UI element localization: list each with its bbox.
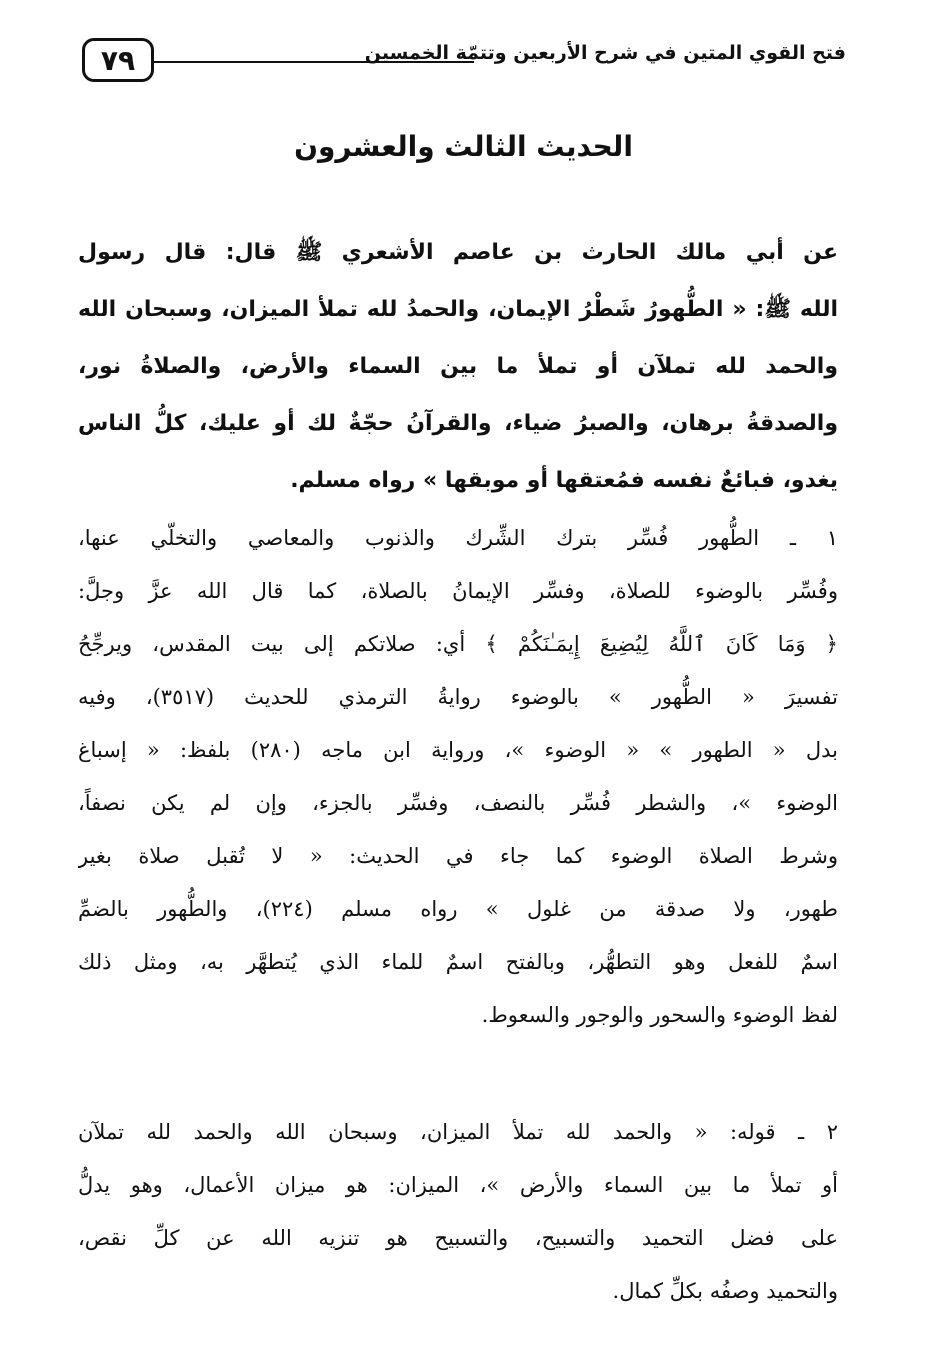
commentary-line: على فضل التحميد والتسبيح، والتسبيح هو تنزيه الله عن كلِّ نقص، xyxy=(78,1226,838,1250)
hadith-line: والحمد لله تملآن أو تملأ ما بين السماء والأرض، والصلاةُ نور، xyxy=(78,354,838,379)
hadith-line: عن أبي مالك الحارث بن عاصم الأشعري ﷺ قال: قال رسول xyxy=(78,240,838,265)
commentary-line: الوضوء »، والشطر فُسِّر بالنصف، وفسِّر بالجزء، وإن لم يكن نصفاً، xyxy=(78,791,838,815)
commentary-line: أو تملأ ما بين السماء والأرض »، الميزان: هو ميزان الأعمال، وهو يدلُّ xyxy=(78,1173,838,1197)
commentary-paragraph-1 xyxy=(78,512,838,1042)
commentary-line: وشرط الصلاة الوضوء كما جاء في الحديث: « لا تُقبل صلاة بغير xyxy=(78,844,838,868)
commentary-line: تفسيرَ « الطُّهور » بالوضوء روايةُ الترمذي للحديث (٣٥١٧)، وفيه xyxy=(78,685,838,709)
commentary-line: لفظ الوضوء والسحور والوجور والسعوط. xyxy=(481,1003,838,1027)
commentary-line: ١ ـ الطُّهور فُسِّر بترك الشِّرك والذنوب والمعاصي والتخلّي عنها، xyxy=(78,526,838,550)
commentary-paragraph-2 xyxy=(78,1106,838,1318)
commentary-line: طهور، ولا صدقة من غلول » رواه مسلم (٢٢٤)، والطُّهور بالضمِّ xyxy=(78,897,838,921)
commentary-line: ٢ ـ قوله: « والحمد لله تملأ الميزان، وسبحان الله والحمد لله تملآن xyxy=(78,1120,838,1144)
commentary-line: بدل « الطهور » « الوضوء »، ورواية ابن ماجه (٢٨٠) بلفظ: « إسباغ xyxy=(78,738,838,762)
commentary-line: ﴿ وَمَا كَانَ ٱللَّهُ لِيُضِيعَ إِيمَـٰنَكُمْ ﴾ أي: صلاتكم إلى بيت المقدس، ويرجِّحُ xyxy=(78,632,838,656)
page-number: ٧٩ xyxy=(82,38,154,82)
chapter-title: الحديث الثالث والعشرون xyxy=(294,130,633,163)
hadith-text xyxy=(78,224,838,509)
running-header xyxy=(82,36,846,90)
book-title: فتح القوي المتين في شرح الأربعين وتتمّة الخمسين xyxy=(364,42,846,64)
hadith-line: والصدقةُ برهان، والصبرُ ضياء، والقرآنُ حجّةٌ لك أو عليك، كلُّ الناس xyxy=(78,411,838,436)
commentary-line: اسمٌ للفعل وهو التطهُّر، وبالفتح اسمٌ للماء الذي يُتطهَّر به، ومثل ذلك xyxy=(78,950,838,974)
hadith-line: يغدو، فبائعٌ نفسه فمُعتقها أو موبقها » رواه مسلم. xyxy=(290,468,838,493)
commentary-line: والتحميد وصفُه بكلِّ كمال. xyxy=(612,1279,838,1303)
hadith-line: الله ﷺ: « الطُّهورُ شَطْرُ الإيمان، والحمدُ لله تملأ الميزان، وسبحان الله xyxy=(78,297,838,322)
commentary-line: وفُسِّر بالوضوء للصلاة، وفسِّر الإيمانُ بالصلاة، كما قال الله عزَّ وجلَّ: xyxy=(78,579,838,603)
